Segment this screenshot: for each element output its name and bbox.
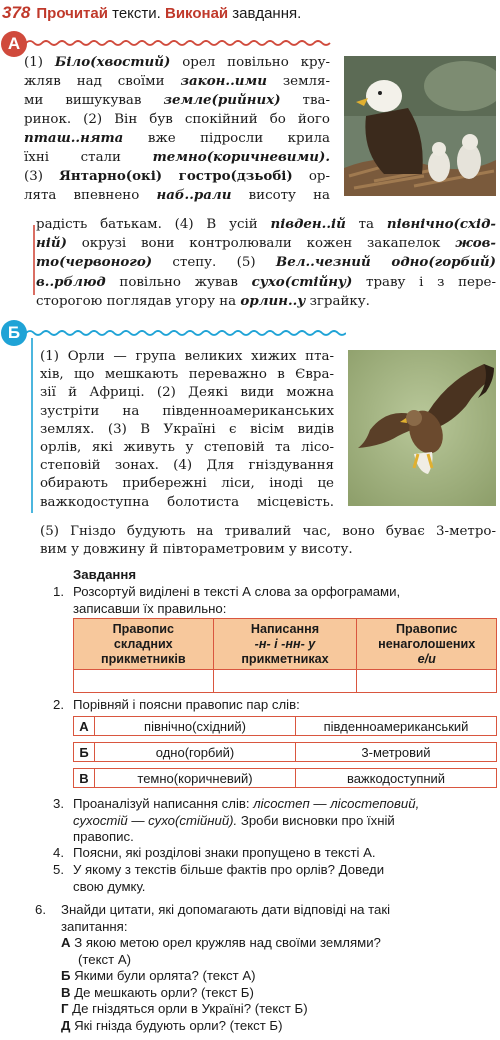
text-b-text-segment: важкодоступна болотиста місцевість. bbox=[40, 494, 334, 510]
task-3-text bbox=[73, 796, 497, 846]
text-b-line bbox=[40, 348, 334, 366]
text-a-highlighted-word: Вел..чезний одно(горбий) bbox=[275, 254, 496, 271]
question-letter: В bbox=[61, 984, 71, 1000]
text-a-text-segment: ми вишукував bbox=[24, 93, 164, 109]
task-6-line-2: запитання: bbox=[61, 918, 128, 934]
text-b-line bbox=[40, 403, 334, 421]
text-a-line bbox=[36, 215, 496, 234]
text-a-text-segment: радість батькам. (4) В усій bbox=[36, 217, 271, 232]
text-a-highlighted-word: ній) bbox=[36, 235, 67, 252]
task-1-number: 1. bbox=[53, 584, 64, 599]
word-pair-row bbox=[73, 742, 497, 762]
text-b-line bbox=[40, 384, 334, 402]
text-a-text-segment: ринок. (2) Він був спокійний бо його bbox=[24, 111, 330, 127]
text-b-text-segment: зустріти на південноамериканських bbox=[40, 403, 334, 419]
text-a-body-wide bbox=[36, 215, 496, 311]
table-header-compound-adjectives bbox=[74, 619, 214, 670]
text-b-text-segment: вим у довжину й півтораметровим у висоту. bbox=[40, 542, 353, 558]
table-header-unstressed-e-y bbox=[357, 619, 497, 670]
text-b-line bbox=[40, 523, 496, 541]
text-a-text-segment: сторогою поглядав угору на bbox=[36, 293, 241, 309]
text-b-line bbox=[40, 541, 496, 559]
question-text: Якими були орлята? (текст А) bbox=[74, 968, 256, 983]
task-2-text: Порівняй і поясни правопис пар слів: bbox=[73, 697, 300, 712]
flying-eagle-photo bbox=[348, 350, 496, 506]
task-5-number: 5. bbox=[53, 862, 64, 877]
table-header-n-nn bbox=[213, 619, 357, 670]
text-a-line bbox=[24, 148, 330, 167]
text-a-text-segment: тва- bbox=[280, 93, 330, 109]
text-b-text-segment: обирають прибережні ліси, іноді це bbox=[40, 476, 334, 492]
text-a-line bbox=[24, 129, 330, 148]
text-b-text-segment: хів, що мешкають переважно в Євра- bbox=[40, 367, 334, 383]
text-a-text-segment: (1) bbox=[24, 55, 55, 70]
tasks-heading: Завдання bbox=[73, 567, 137, 582]
question-text: З якою метою орел кружляв над своїми землями? bbox=[74, 935, 381, 950]
text-b-bracket bbox=[20, 338, 34, 513]
pair-left-word: темно(коричневий) bbox=[95, 768, 296, 788]
text-a-text-segment: та bbox=[345, 217, 387, 232]
question-item bbox=[61, 985, 497, 1002]
wavy-divider-b bbox=[26, 328, 346, 338]
text-a-highlighted-word: Янтарно(окі) гостро(дзьобі) bbox=[59, 168, 293, 185]
pair-letter: А bbox=[73, 716, 95, 736]
text-a-highlighted-word: півден..ій bbox=[270, 216, 346, 232]
instruction-texts: тексти. bbox=[107, 4, 165, 22]
pair-left-word: одно(горбий) bbox=[95, 742, 296, 762]
text-a-text-segment: висоту на bbox=[231, 188, 330, 204]
text-b-text-segment: степовій зонах. (4) Для гніздування bbox=[40, 458, 334, 474]
word-pair-row bbox=[73, 768, 497, 788]
text-a-text-segment: (3) bbox=[24, 169, 60, 185]
orthogram-table bbox=[73, 618, 497, 693]
text-a-line bbox=[24, 186, 330, 205]
text-a-text-segment: орел повільно кру- bbox=[170, 55, 330, 70]
text-a-highlighted-word: сухо(стійну) bbox=[251, 273, 353, 290]
text-a-highlighted-word: то(червоного) bbox=[36, 254, 153, 271]
text-a-highlighted-word: жов- bbox=[455, 235, 496, 252]
text-a-highlighted-word: темно(коричневими). bbox=[152, 149, 330, 166]
exercise-number: 378 bbox=[2, 3, 31, 22]
th-line: Правопис bbox=[112, 621, 174, 636]
question-text: Де мешкають орли? (текст Б) bbox=[74, 984, 254, 1000]
text-a-highlighted-word: пташ..нята bbox=[24, 129, 124, 146]
text-b-text-segment: зії й Африці. (2) Деякі види можна bbox=[40, 385, 334, 401]
text-b-line bbox=[40, 439, 334, 457]
task-4-number: 4. bbox=[53, 845, 64, 860]
pair-right-word: південноамериканський bbox=[296, 716, 497, 736]
text-b-text-segment: (5) Гніздо будують на тривалий час, воно буває 3-метро- bbox=[40, 524, 496, 539]
question-item bbox=[61, 1001, 497, 1018]
task-6-text bbox=[61, 902, 497, 935]
text-a-text-segment: ор- bbox=[292, 169, 330, 185]
th-line: е/и bbox=[417, 651, 436, 666]
instruction-read: Прочитай bbox=[36, 4, 108, 22]
text-a-highlighted-word: закон..ими bbox=[180, 73, 267, 90]
text-b-line bbox=[40, 421, 334, 439]
text-b-text-segment: (1) Орли — група великих хижих пта- bbox=[40, 349, 334, 364]
text-a-line bbox=[24, 72, 330, 91]
question-item bbox=[61, 968, 497, 985]
table-cell[interactable] bbox=[357, 670, 497, 693]
question-letter: Б bbox=[61, 968, 71, 983]
text-a-body bbox=[24, 53, 330, 206]
text-b-line bbox=[40, 475, 334, 493]
text-b-badge: Б bbox=[1, 320, 27, 346]
text-a-text-segment: жляв над своїми bbox=[24, 74, 181, 90]
task-3-line-3: правопис. bbox=[73, 829, 134, 844]
exercise-header bbox=[2, 2, 301, 24]
text-a-highlighted-word: в..рблюд bbox=[36, 273, 106, 290]
text-a-highlighted-word: наб..рали bbox=[156, 187, 232, 204]
text-b-line bbox=[40, 494, 334, 512]
task-6-number: 6. bbox=[35, 902, 46, 917]
pair-letter: В bbox=[73, 768, 95, 788]
task-3-words-1: лісостеп — лісостеповий, bbox=[253, 796, 420, 811]
th-line: прикметників bbox=[101, 651, 186, 666]
pair-right-word: важкодоступний bbox=[296, 768, 497, 788]
text-a-text-segment: степу. (5) bbox=[152, 255, 276, 271]
task-1-line-2: записавши їх правильно: bbox=[73, 600, 227, 616]
table-cell[interactable] bbox=[213, 670, 357, 693]
th-line: ненаголошених bbox=[378, 636, 476, 651]
text-a-text-segment: зграйку. bbox=[305, 293, 370, 309]
th-line: Написання bbox=[250, 621, 320, 636]
text-a-text-segment: траву і з пере- bbox=[352, 274, 496, 290]
text-a-line bbox=[36, 234, 496, 253]
text-a-badge: А bbox=[1, 31, 27, 57]
text-b-line bbox=[40, 457, 334, 475]
pair-letter: Б bbox=[73, 742, 95, 762]
table-cell[interactable] bbox=[74, 670, 214, 693]
text-a-text-segment: лята впевнено bbox=[24, 188, 157, 204]
text-b-text-segment: землях. (3) В Україні є вісім видів bbox=[40, 421, 334, 437]
task-1-line-1: Розсортуй виділені в тексті А слова за орфограмами, bbox=[73, 584, 401, 599]
text-a-highlighted-word: північно(схід- bbox=[386, 216, 496, 232]
wavy-divider-a bbox=[26, 38, 331, 48]
text-a-text-segment: їхні стали bbox=[24, 150, 153, 166]
text-a-text-segment: вже підросли крила bbox=[123, 130, 330, 146]
text-a-highlighted-word: орлин..у bbox=[240, 292, 306, 309]
text-b-text-segment: орлів, які живуть у степовій та лісо- bbox=[40, 440, 334, 456]
text-a-highlighted-word: Біло(хвостий) bbox=[54, 54, 171, 70]
task-3-prefix: Проаналізуй написання слів: bbox=[73, 796, 254, 811]
task-3-number: 3. bbox=[53, 796, 64, 811]
text-a-line bbox=[24, 91, 330, 110]
question-letter: Г bbox=[61, 1001, 69, 1016]
question-text: Які гнізда будують орли? (текст Б) bbox=[74, 1017, 283, 1033]
task-4-text: Поясни, які розділові знаки пропущено в тексті А. bbox=[73, 845, 376, 860]
th-line: складних bbox=[113, 636, 173, 651]
question-letter: Д bbox=[61, 1017, 71, 1033]
th-line: Правопис bbox=[396, 621, 458, 636]
text-b-line bbox=[40, 366, 334, 384]
text-a-line bbox=[24, 53, 330, 72]
text-a-line bbox=[36, 292, 496, 311]
text-a-highlighted-word: земле(рийних) bbox=[163, 92, 281, 109]
text-a-text-segment: повільно жував bbox=[105, 274, 252, 290]
task-5-text bbox=[73, 862, 497, 895]
text-a-line bbox=[36, 273, 496, 292]
question-letter: А bbox=[61, 935, 71, 950]
text-a-line bbox=[36, 253, 496, 272]
task-1-text bbox=[73, 584, 497, 617]
text-b-body-wide bbox=[40, 523, 496, 559]
task-6-line-1: Знайди цитати, які допомагають дати відповіді на такі bbox=[61, 902, 391, 917]
question-text: Де гніздяться орли в Україні? (текст Б) bbox=[72, 1001, 308, 1016]
pair-right-word: 3-метровий bbox=[296, 742, 497, 762]
instruction-do: Виконай bbox=[164, 4, 229, 22]
th-line: прикметниках bbox=[241, 651, 329, 666]
text-a-text-segment: земля- bbox=[266, 74, 330, 90]
text-a-text-segment: окрузі вони контролювали кожен закапелок bbox=[66, 236, 456, 252]
text-a-line bbox=[24, 111, 330, 129]
questions-list bbox=[61, 935, 497, 1034]
text-a-bracket bbox=[14, 225, 38, 295]
text-b-body bbox=[40, 348, 334, 512]
question-text-cont: (текст А) bbox=[78, 951, 132, 967]
task-2-number: 2. bbox=[53, 697, 64, 712]
text-a-line bbox=[24, 167, 330, 186]
task-3-words-2: сухостій — сухо(стійний). bbox=[73, 812, 238, 828]
pair-left-word: північно(східний) bbox=[95, 716, 296, 736]
eagle-nest-photo bbox=[344, 56, 496, 196]
instruction-tasks: завдання. bbox=[228, 4, 302, 22]
question-item bbox=[61, 935, 497, 952]
word-pair-row bbox=[73, 716, 497, 736]
task-3-suffix: Зроби висновки про їхній bbox=[237, 812, 395, 828]
task-5-line-1: У якому з текстів більше фактів про орлів? Доведи bbox=[73, 862, 385, 877]
question-item bbox=[61, 1018, 497, 1035]
th-line: -н- і -нн- у bbox=[254, 636, 316, 651]
task-5-line-2: свою думку. bbox=[73, 878, 146, 894]
